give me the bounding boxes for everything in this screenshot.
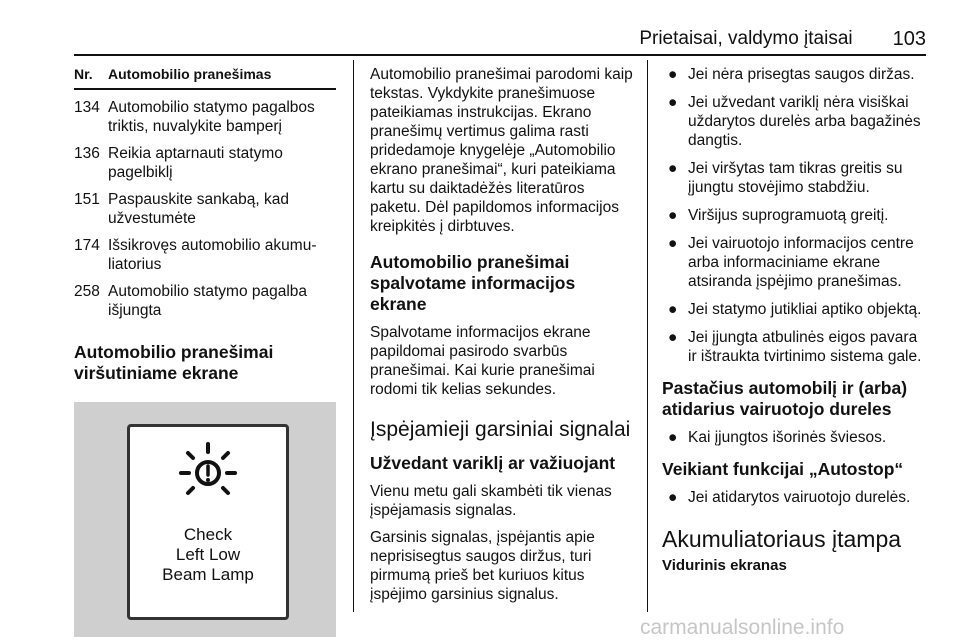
list-item-text: Jei vairuotojo informacijos centre arba informaciniame ekrane atsiranda įspėjimo pranešimas. — [688, 235, 914, 290]
list-item-text: Jei atidarytos vairuotojo durelės. — [688, 489, 911, 506]
row-number: 134 — [74, 99, 100, 116]
bullet-icon: ● — [668, 66, 678, 83]
list-item — [662, 300, 927, 319]
list-item — [662, 93, 927, 150]
list-item — [662, 206, 927, 225]
list-item-text: Jei viršytas tam tikras greitis su įjungtu stovėjimo stabdžiu. — [688, 160, 903, 196]
paragraph: Garsinis signalas, įspėjantis apie neprisisegtus saugos diržus, turi pirmumą prieš bet kuriuos kitus įspėjimo garsinius signalus. — [370, 529, 595, 603]
paragraph: Spalvotame informacijos ekrane papildomai pasirodo svarbūs pranešimai. Kai kurie pranešimai rodomi tik kelias sekundes. — [370, 324, 595, 398]
column-right — [662, 60, 927, 574]
bullet-icon: ● — [668, 329, 678, 346]
watermark: carmanualsonline.info — [640, 616, 845, 639]
display-line: Left Low — [175, 545, 241, 564]
list-item-text: Kai įjungtos išorinės šviesos. — [688, 429, 887, 446]
section-heading: Pastačius automobilį ir (arba) atidarius vairuotojo dureles — [662, 378, 908, 419]
row-number: 174 — [74, 237, 100, 254]
bullet-icon: ● — [668, 235, 678, 252]
exterior-lamp-warning-icon — [178, 441, 238, 501]
section-heading: Užvedant variklį ar važiuojant — [370, 453, 616, 473]
page-number: 103 — [892, 28, 926, 50]
column-left — [74, 60, 336, 637]
display-line: Beam Lamp — [162, 565, 254, 584]
paragraph: Vienu metu gali skambėti tik vienas įspėjamasis signalas. — [370, 483, 612, 519]
table-row — [74, 98, 336, 136]
row-number: 136 — [74, 145, 100, 162]
row-message: Automobilio statymo pagalbos triktis, nuvalykite bamperį — [108, 99, 315, 135]
table-row — [74, 282, 336, 320]
subsection-heading: Vidurinis ekranas — [662, 557, 787, 574]
list-item-text: Viršijus suprogramuotą greitį. — [688, 207, 889, 224]
list-item — [662, 428, 927, 447]
intro-paragraph: Automobilio pranešimai parodomi kaip tekstas. Vykdykite pranešimuose pateikiamas instrukcijas. Ekrano pranešimų vertimus galima rasti pridedamoje knygelėje „Automobilio ekrano pranešimai“, kuri pateikiama kartu su daiktadėžės literatūros paketu. Dėl papildomos informacijos kreipkitės į dirbtuves. — [370, 66, 633, 235]
bullet-icon: ● — [668, 489, 678, 506]
column-divider — [647, 60, 648, 612]
row-message: Išsikrovęs automobilio akumuliatorius — [108, 237, 317, 273]
section-heading: Automobilio pranešimai viršutiniame ekrane — [74, 342, 274, 383]
bullet-icon: ● — [668, 429, 678, 446]
bullet-icon: ● — [668, 207, 678, 224]
list-item-text: Jei užvedant variklį nėra visiškai uždarytos durelės arba bagažinės dangtis. — [688, 94, 921, 149]
column-middle — [370, 60, 634, 612]
chapter-heading: Įspėjamieji garsiniai signalai — [370, 418, 631, 441]
page-header — [74, 28, 926, 56]
list-item — [662, 488, 927, 507]
column-divider — [353, 60, 354, 612]
chapter-heading: Akumuliatoriaus įtampa — [662, 526, 902, 552]
row-number: 151 — [74, 191, 100, 208]
section-heading: Automobilio pranešimai spalvotame informacijos ekrane — [370, 252, 576, 314]
display-message — [130, 525, 286, 585]
row-message: Reikia aptarnauti statymo pagelbiklį — [108, 145, 283, 181]
bullet-icon: ● — [668, 160, 678, 177]
row-message: Automobilio statymo pagalba išjungta — [108, 283, 308, 319]
list-item-text: Jei nėra prisegtas saugos diržas. — [688, 66, 915, 83]
table-row — [74, 190, 336, 228]
list-item — [662, 159, 927, 197]
list-item-text: Jei statymo jutikliai aptiko objektą. — [688, 301, 922, 318]
list-item — [662, 234, 927, 291]
row-message: Paspauskite sankabą, kad užvestumėte — [108, 191, 289, 227]
row-number: 258 — [74, 283, 100, 300]
list-item-text: Jei įjungta atbulinės eigos pavara ir ištraukta tvirtinimo sistema gale. — [688, 329, 922, 365]
display-line: Check — [183, 525, 233, 544]
table-header-nr: Nr. — [74, 66, 93, 82]
bullet-icon: ● — [668, 301, 678, 318]
table-header — [74, 60, 336, 90]
display-screen — [127, 424, 289, 620]
section-heading: Veikiant funkcijai „Autostop“ — [662, 459, 904, 479]
list-item — [662, 328, 927, 366]
bullet-icon: ● — [668, 94, 678, 111]
display-illustration — [74, 402, 336, 637]
list-item — [662, 65, 927, 84]
table-row — [74, 236, 336, 274]
table-row — [74, 144, 336, 182]
page-title: Prietaisai, valdymo įtaisai — [639, 28, 853, 49]
table-header-message: Automobilio pranešimas — [108, 66, 272, 82]
